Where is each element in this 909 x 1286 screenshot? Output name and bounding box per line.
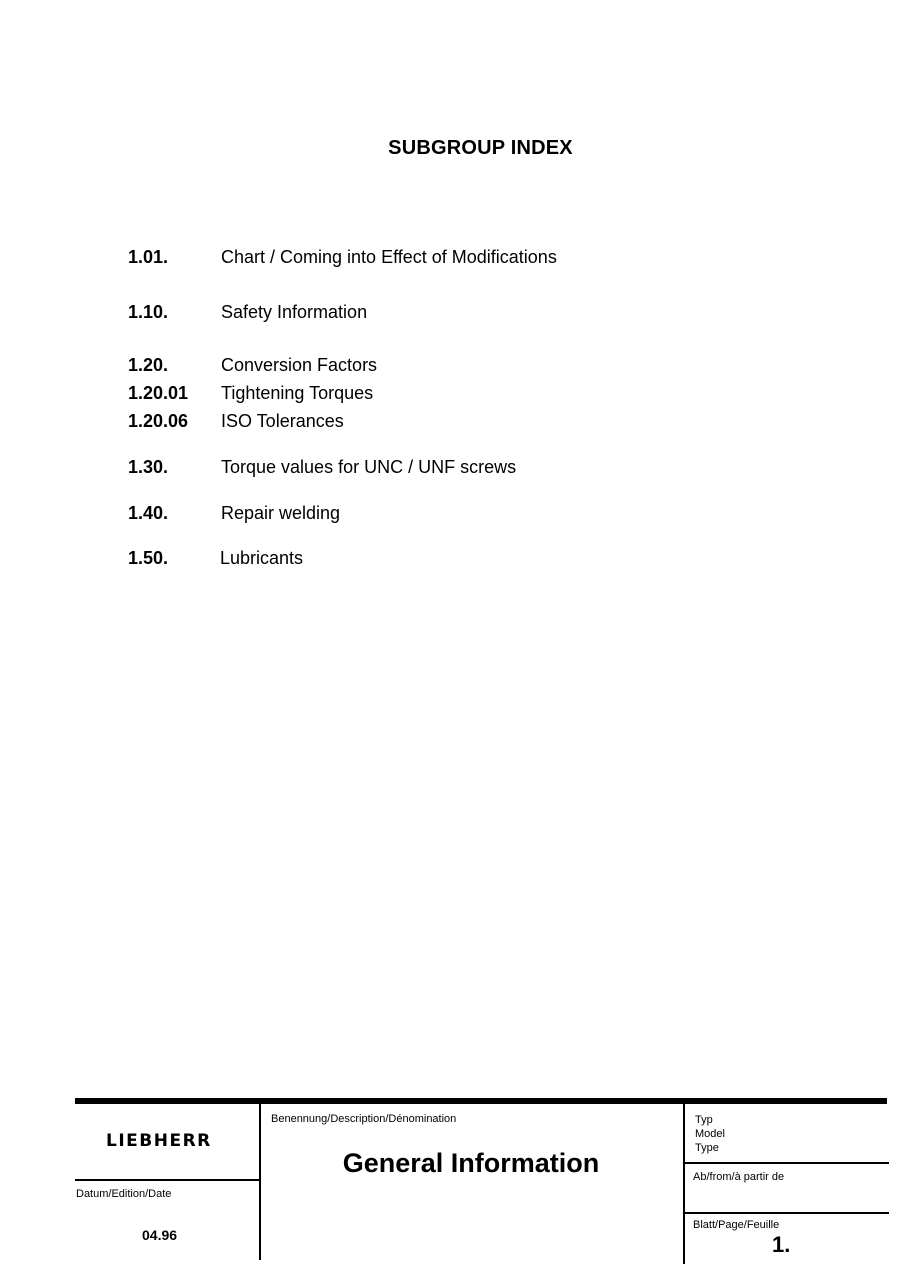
type-label-line: Type <box>695 1142 719 1154</box>
footer-rule-type <box>685 1162 889 1164</box>
type-label-line: Typ <box>695 1114 713 1126</box>
page-number: 1. <box>772 1232 791 1257</box>
entry-label: Chart / Coming into Effect of Modifications <box>221 247 557 267</box>
footer-rule-from <box>685 1212 889 1214</box>
liebherr-logo: LIEBHERR <box>106 1131 212 1151</box>
from-label: Ab/from/à partir de <box>693 1171 785 1183</box>
footer-divider-right <box>683 1104 685 1264</box>
entry-number: 1.50. <box>128 548 169 568</box>
entry-label: Tightening Torques <box>221 383 374 403</box>
entry-label: Lubricants <box>220 548 304 568</box>
footer-rule-logo <box>75 1179 259 1181</box>
entry-number: 1.30. <box>128 457 169 477</box>
type-label-line: Model <box>695 1128 725 1140</box>
entry-number: 1.10. <box>128 302 169 322</box>
description-label: Benennung/Description/Dénomination <box>271 1113 457 1125</box>
entry-label: Safety Information <box>221 302 368 322</box>
entry-number: 1.20.01 <box>128 383 189 403</box>
entry-number: 1.01. <box>128 247 169 267</box>
entry-number: 1.20. <box>128 355 169 375</box>
date-value: 04.96 <box>142 1227 178 1243</box>
footer-top-rule <box>75 1098 887 1104</box>
date-label: Datum/Edition/Date <box>76 1188 172 1200</box>
entry-label: ISO Tolerances <box>221 411 344 431</box>
entry-label: Repair welding <box>221 503 341 523</box>
entry-number: 1.40. <box>128 503 169 523</box>
entry-label: Conversion Factors <box>221 355 378 375</box>
page-title: SUBGROUP INDEX <box>388 137 573 159</box>
entry-number: 1.20.06 <box>128 411 189 431</box>
entry-label: Torque values for UNC / UNF screws <box>221 457 517 477</box>
page-label: Blatt/Page/Feuille <box>693 1219 780 1231</box>
footer-divider-left <box>259 1104 261 1260</box>
type-label <box>695 1113 725 1155</box>
description-value: General Information <box>342 1148 600 1178</box>
